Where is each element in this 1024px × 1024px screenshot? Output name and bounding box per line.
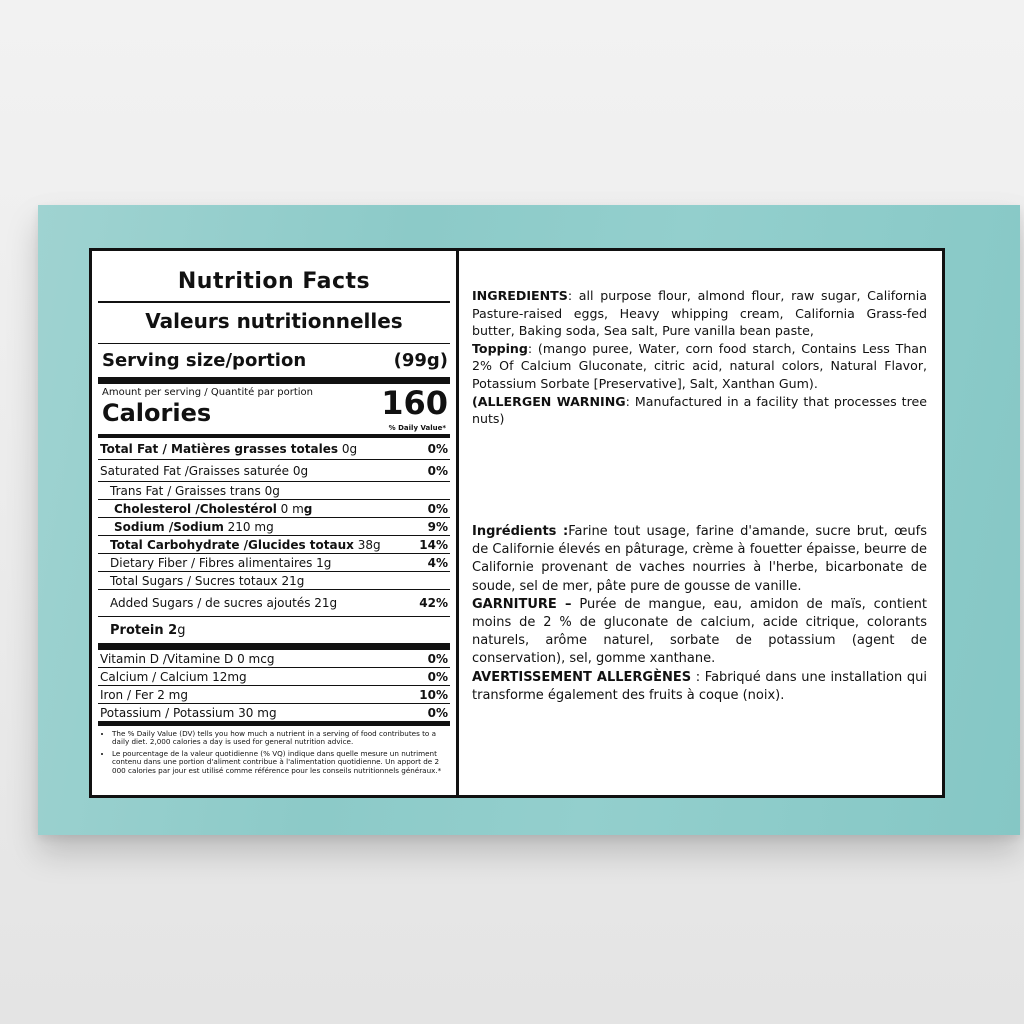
daily-value-header: % Daily Value* xyxy=(388,424,446,432)
saturated-fat-label: Saturated Fat /Graisses saturée 0g xyxy=(100,463,309,478)
protein-label: Protein 2 xyxy=(110,622,178,638)
topping-text: : (mango puree, Water, corn food starch, Contains Less Than 2% Of Calcium Gluconate, citric acid, natural colors, Natural Flavor, Potassium Sorbate [Preservative], Salt, Xanthan Gum). xyxy=(472,340,927,391)
carbohydrate-amount: 38g xyxy=(353,537,381,552)
serving-value: (99g) xyxy=(393,350,448,371)
added-sugars-label: Added Sugars / de sucres ajoutés 21g xyxy=(110,596,338,610)
calories-value: 160 xyxy=(381,384,448,422)
fiber-label: Dietary Fiber / Fibres alimentaires 1g xyxy=(110,555,332,570)
cholesterol-amount: 0 m xyxy=(276,501,304,516)
footnote-en: • The % Daily Value (DV) tells you how much a nutrient in a serving of food contributes to a daily diet. 2,000 calories a day is used for general nutrition advice. xyxy=(112,730,446,747)
ingredients-paragraph xyxy=(472,287,927,340)
cholesterol-unit: g xyxy=(303,501,313,516)
garniture-text: Purée de mangue, eau, amidon de maïs, contient moins de 2 % de gluconate de calcium, acide citrique, colorants naturels, arôme naturel, sorbate de potassium (agent de conservation), sel, gomme xanthane. xyxy=(472,596,927,667)
panel-divider xyxy=(456,251,459,795)
sodium-amount: 210 mg xyxy=(223,519,274,534)
calories-label: Calories xyxy=(102,399,212,427)
serving-label: Serving size/portion xyxy=(102,350,307,371)
vitamin-d-label: Vitamin D /Vitamine D 0 mcg xyxy=(100,651,275,666)
cholesterol-label: Cholesterol /Cholestérol xyxy=(114,501,277,516)
calcium-label: Calcium / Calcium 12mg xyxy=(100,669,247,684)
sodium-pct: 9% xyxy=(427,519,448,534)
potassium-pct: 0% xyxy=(427,705,448,720)
trans-fat-row xyxy=(98,482,450,500)
nutrition-facts-table xyxy=(92,251,456,795)
protein-unit: g xyxy=(177,622,186,638)
potassium-label: Potassium / Potassium 30 mg xyxy=(100,705,277,720)
sodium-label: Sodium /Sodium xyxy=(114,519,224,534)
carbohydrate-row xyxy=(98,536,450,554)
saturated-fat-row xyxy=(98,460,450,482)
thick-rule xyxy=(98,643,450,650)
total-fat-amount: 0g xyxy=(338,441,358,456)
vitamin-d-row xyxy=(98,650,450,668)
protein-row xyxy=(98,617,450,643)
sodium-row xyxy=(98,518,450,536)
ingredients-french xyxy=(472,523,927,705)
allergen-fr-text: : Fabriqué dans une installation qui transforme également des fruits à coque (noix). xyxy=(472,669,927,703)
cholesterol-pct: 0% xyxy=(427,501,448,516)
iron-label: Iron / Fer 2 mg xyxy=(100,687,188,702)
total-fat-label: Total Fat / Matières grasses totales xyxy=(100,441,338,456)
fiber-pct: 4% xyxy=(427,555,448,570)
ingredients-fr-text: Farine tout usage, farine d'amande, sucre brut, œufs de Californie élevés en pâturage, crème à fouetter épaisse, beurre de Californie provenant de vaches nourries à l'herbe, bicarbonate de soude, sel de mer, pâte pure de gousse de vanille. xyxy=(472,524,927,594)
allergen-paragraph xyxy=(472,393,927,428)
garniture-label: GARNITURE – xyxy=(472,596,572,612)
ingredients-text: : all purpose flour, almond flour, raw sugar, California Pasture-raised eggs, Heavy whipping cream, California Grass-fed butter, Baking soda, Sea salt, Pure vanilla bean paste, xyxy=(472,288,927,339)
potassium-row xyxy=(98,704,450,722)
topping-paragraph xyxy=(472,340,927,393)
nutrition-title-en: Nutrition Facts xyxy=(177,269,371,294)
iron-row xyxy=(98,686,450,704)
topping-label: Topping xyxy=(472,340,528,356)
cholesterol-row xyxy=(98,500,450,518)
nutrition-label-panel xyxy=(89,248,945,798)
serving-size-row xyxy=(98,344,450,377)
total-fat-pct: 0% xyxy=(427,441,448,456)
iron-pct: 10% xyxy=(419,687,448,702)
sugars-label: Total Sugars / Sucres totaux 21g xyxy=(110,573,305,588)
garniture-paragraph xyxy=(472,596,927,669)
ingredients-label: INGREDIENTS xyxy=(472,288,568,303)
ingredients-fr-paragraph xyxy=(472,523,927,596)
carbohydrate-label: Total Carbohydrate /Glucides totaux xyxy=(110,537,354,552)
total-fat-row xyxy=(98,438,450,460)
allergen-fr-paragraph xyxy=(472,669,927,705)
carbohydrate-pct: 14% xyxy=(419,537,448,552)
nutrition-title-fr: Valeurs nutritionnelles xyxy=(145,308,403,333)
calcium-row xyxy=(98,668,450,686)
ingredients-fr-label: Ingrédients : xyxy=(472,524,569,539)
footnotes xyxy=(98,726,450,775)
allergen-text: : Manufactured in a facility that processes tree nuts) xyxy=(472,393,928,427)
thick-rule xyxy=(98,377,450,384)
footnote-fr: • Le pourcentage de la valeur quotidienne (% VQ) indique dans quelle mesure un nutriment contenu dans une portion d'aliment contribue à l'alimentation quotidienne. Un apport de 2 000 calories par jour est utilisé comme référence pour les conseils nutritionnels généraux.* xyxy=(112,750,446,775)
fiber-row xyxy=(98,554,450,572)
trans-fat-label: Trans Fat / Graisses trans 0g xyxy=(110,483,280,498)
calcium-pct: 0% xyxy=(427,669,448,684)
ingredients-english xyxy=(472,287,927,428)
amount-per-serving: Amount per serving / Quantité par portion xyxy=(102,387,313,398)
calories-block xyxy=(98,384,450,434)
allergen-fr-label: AVERTISSEMENT ALLERGÈNES xyxy=(472,669,692,685)
allergen-label: (ALLERGEN WARNING xyxy=(472,393,626,409)
sugars-row xyxy=(98,572,450,590)
added-sugars-pct: 42% xyxy=(419,596,448,610)
saturated-fat-pct: 0% xyxy=(427,463,448,478)
added-sugars-row xyxy=(98,590,450,617)
vitamin-d-pct: 0% xyxy=(427,651,448,666)
